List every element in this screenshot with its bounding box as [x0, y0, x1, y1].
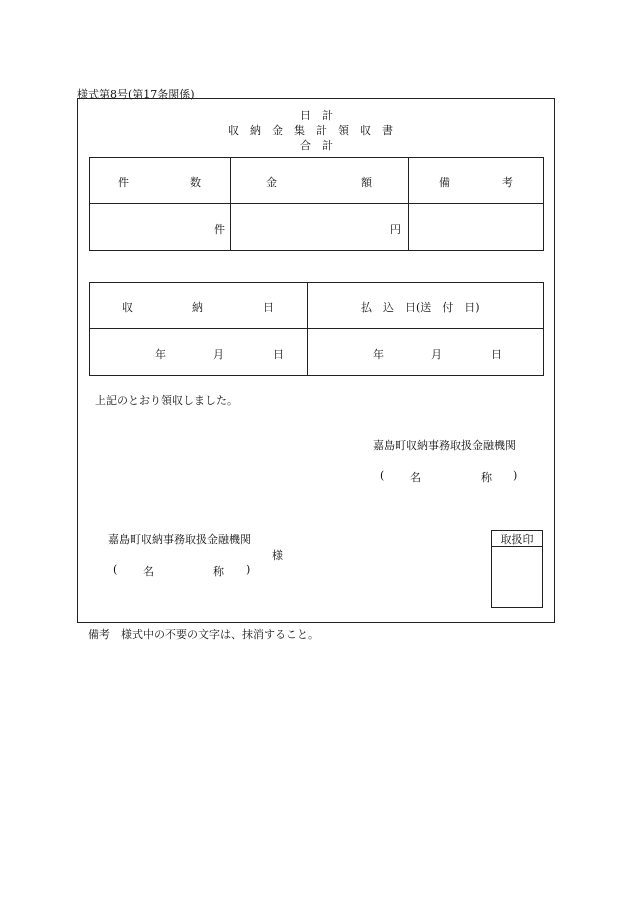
- date-table-col-divider: [307, 282, 308, 376]
- issuer-name-open-paren: (: [380, 469, 385, 482]
- issuer-name-char-2: 称: [481, 471, 492, 484]
- summary-table-col-divider-2: [408, 157, 409, 251]
- addressee-name-close-paren: ): [246, 563, 251, 576]
- form-id: 様式第8号(第17条関係): [77, 88, 195, 101]
- receipt-date-day: 日: [273, 348, 284, 361]
- addressee-name-char-2: 称: [213, 565, 224, 578]
- addressee-institution-label: 嘉島町収納事務取扱金融機関: [108, 533, 251, 546]
- addressee-name-char-1: 名: [143, 565, 154, 578]
- form-title: 収 納 金 集 計 領 収 書: [228, 124, 393, 137]
- addressee-name-open-paren: (: [113, 563, 118, 576]
- payment-date-year: 年: [373, 348, 384, 361]
- summary-table-divider: [89, 203, 544, 204]
- summary-table-col-divider-1: [230, 157, 231, 251]
- unit-count: 件: [214, 223, 225, 236]
- payment-date-month: 月: [431, 348, 442, 361]
- issuer-name-char-1: 名: [410, 471, 421, 484]
- header-count-1: 件: [118, 176, 129, 189]
- header-receipt-date-2: 納: [192, 301, 203, 314]
- addressee-honorific: 様: [272, 549, 283, 562]
- remarks-note: 備考 様式中の不要の文字は、抹消すること。: [88, 628, 319, 641]
- header-receipt-date-1: 収: [122, 301, 133, 314]
- handling-stamp-label: 取扱印: [500, 533, 534, 546]
- header-remarks-2: 考: [502, 176, 513, 189]
- header-receipt-date-3: 日: [263, 301, 274, 314]
- issuer-name-close-paren: ): [513, 469, 518, 482]
- header-payment-date: 払 込 日(送 付 日): [361, 301, 480, 314]
- header-remarks-1: 備: [439, 176, 450, 189]
- title-option-daily: 日 計: [300, 109, 333, 122]
- header-amount-2: 額: [361, 176, 372, 189]
- receipt-date-month: 月: [213, 348, 224, 361]
- receipt-date-year: 年: [155, 348, 166, 361]
- issuer-institution-label: 嘉島町収納事務取扱金融機関: [373, 439, 516, 452]
- unit-yen: 円: [390, 223, 401, 236]
- received-statement: 上記のとおり領収しました。: [95, 394, 238, 407]
- title-option-total: 合 計: [300, 139, 333, 152]
- header-count-2: 数: [190, 176, 201, 189]
- header-amount-1: 金: [266, 176, 277, 189]
- summary-table: [89, 157, 544, 251]
- date-table-divider: [89, 328, 544, 329]
- payment-date-day: 日: [491, 348, 502, 361]
